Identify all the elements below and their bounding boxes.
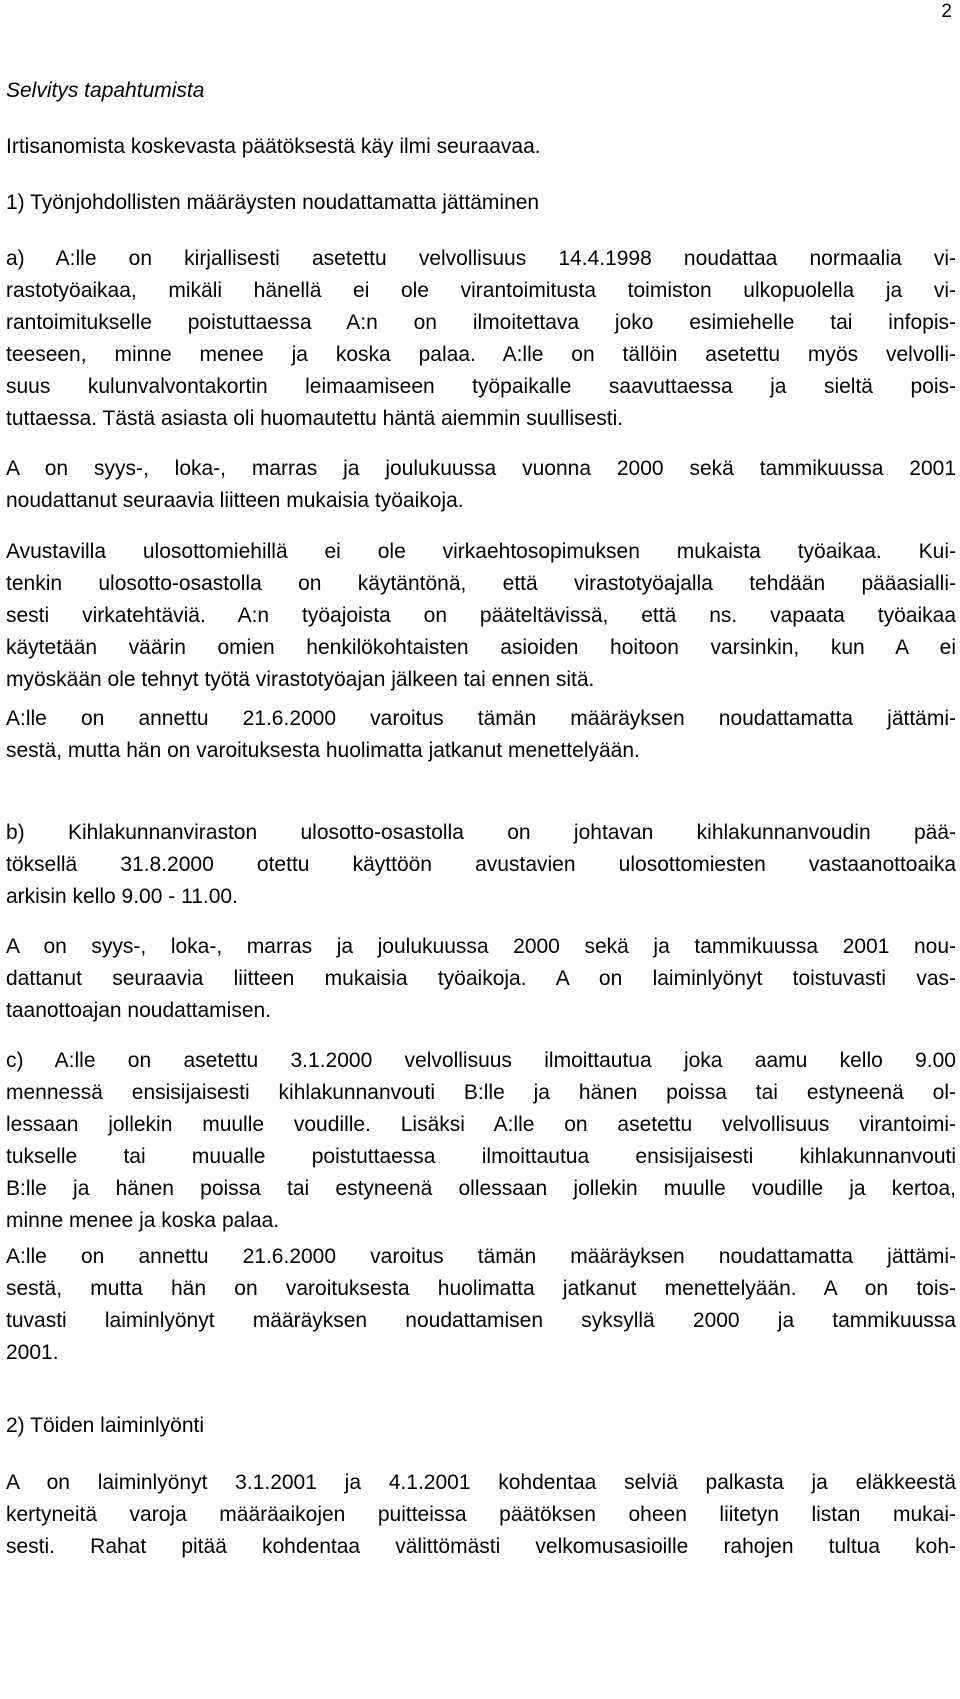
text-line: A:lle on annettu 21.6.2000 varoitus tämän määräyksen noudattamatta jättämi-: [6, 1245, 956, 1268]
paragraph-b-1: [6, 817, 956, 913]
text-line: B:lle ja hänen poissa tai estyneenä ollessaan jollekin muulle voudille ja kertoa,: [6, 1177, 956, 1200]
text-line: A on syys-, loka-, marras ja joulukuussa vuonna 2000 sekä tammikuussa 2001: [6, 457, 956, 480]
text-line: 1) Työnjohdollisten määräysten noudattamatta jättäminen: [6, 191, 540, 214]
text-line: teeseen, minne menee ja koska palaa. A:lle on tällöin asetettu myös velvolli-: [6, 343, 956, 366]
text-line: sestä, mutta hän on varoituksesta huolimatta jatkanut menettelyään.: [6, 739, 640, 762]
text-line: käytetään väärin omien henkilökohtaisten asioiden hoitoon varsinkin, kun A ei: [6, 636, 956, 659]
text-line: sesti virkatehtäviä. A:n työajoista on pääteltävissä, että ns. vapaata työaikaa: [6, 604, 956, 627]
text-line: b) Kihlakunnanviraston ulosotto-osastolla on johtavan kihlakunnanvoudin pää-: [6, 821, 956, 844]
text-line: minne menee ja koska palaa.: [6, 1209, 280, 1232]
page-title: Selvitys tapahtumista: [6, 79, 205, 102]
text-line: tukselle tai muualle poistuttaessa ilmoittautua ensisijaisesti kihlakunnanvouti: [6, 1145, 956, 1168]
section-heading-2: [6, 1410, 956, 1442]
paragraph-intro: [6, 131, 956, 163]
text-line: rantoimitukselle poistuttaessa A:n on ilmoitettava joko esimiehelle tai infopis-: [6, 311, 956, 334]
text-line: dattanut seuraavia liitteen mukaisia työaikoja. A on laiminlyönyt toistuvasti vas-: [6, 967, 956, 990]
text-line: tuttaessa. Tästä asiasta oli huomautettu häntä aiemmin suullisesti.: [6, 407, 624, 430]
text-line: töksellä 31.8.2000 otettu käyttöön avustavien ulosottomiesten vastaanottoaika: [6, 853, 956, 876]
text-line: rastotyöaikaa, mikäli hänellä ei ole virantoimitusta toimiston ulkopuolella ja vi-: [6, 279, 956, 302]
page-number: 2: [941, 1, 952, 22]
paragraph-a-4: [6, 703, 956, 767]
paragraph-c-1: [6, 1045, 956, 1237]
text-line: 2) Töiden laiminlyönti: [6, 1414, 205, 1437]
text-line: kertyneitä varoja määräaikojen puitteissa päätöksen oheen liitetyn listan mukai-: [6, 1503, 956, 1526]
text-line: tuvasti laiminlyönyt määräyksen noudattamisen syksyllä 2000 ja tammikuussa: [6, 1309, 956, 1332]
paragraph-b-2: [6, 931, 956, 1027]
text-line: Irtisanomista koskevasta päätöksestä käy ilmi seuraavaa.: [6, 135, 541, 158]
text-line: arkisin kello 9.00 - 11.00.: [6, 885, 238, 908]
paragraph-a-3: [6, 536, 956, 696]
text-line: sestä, mutta hän on varoituksesta huolimatta jatkanut menettelyään. A on tois-: [6, 1277, 956, 1300]
text-line: suus kulunvalvontakortin leimaamiseen työpaikalle saavuttaessa ja sieltä pois-: [6, 375, 956, 398]
text-line: 2001.: [6, 1341, 59, 1364]
paragraph-a-2: [6, 453, 956, 517]
text-line: noudattanut seuraavia liitteen mukaisia työaikoja.: [6, 489, 464, 512]
paragraph-a-1: [6, 243, 956, 435]
text-line: mennessä ensisijaisesti kihlakunnanvouti B:lle ja hänen poissa tai estyneenä ol-: [6, 1081, 956, 1104]
text-line: c) A:lle on asetettu 3.1.2000 velvollisuus ilmoittautua joka aamu kello 9.00: [6, 1049, 956, 1072]
text-line: taanottoajan noudattamisen.: [6, 999, 272, 1022]
text-line: lessaan jollekin muulle voudille. Lisäksi A:lle on asetettu velvollisuus virantoimi-: [6, 1113, 956, 1136]
paragraph-c-2: [6, 1241, 956, 1369]
paragraph-s2-1: [6, 1467, 956, 1563]
text-line: A on syys-, loka-, marras ja joulukuussa 2000 sekä ja tammikuussa 2001 nou-: [6, 935, 956, 958]
text-line: A on laiminlyönyt 3.1.2001 ja 4.1.2001 kohdentaa selviä palkasta ja eläkkeestä: [6, 1471, 956, 1494]
text-line: Avustavilla ulosottomiehillä ei ole virkaehtosopimuksen mukaista työaikaa. Kui-: [6, 540, 956, 563]
text-line: a) A:lle on kirjallisesti asetettu velvollisuus 14.4.1998 noudattaa normaalia vi-: [6, 247, 956, 270]
text-line: sesti. Rahat pitää kohdentaa välittömästi velkomusasioille rahojen tultua koh-: [6, 1535, 956, 1558]
text-line: tenkin ulosotto-osastolla on käytäntönä, että virastotyöajalla tehdään pääasialli-: [6, 572, 956, 595]
text-line: myöskään ole tehnyt työtä virastotyöajan jälkeen tai ennen sitä.: [6, 668, 595, 691]
section-heading-1: [6, 187, 956, 219]
text-line: A:lle on annettu 21.6.2000 varoitus tämän määräyksen noudattamatta jättämi-: [6, 707, 956, 730]
